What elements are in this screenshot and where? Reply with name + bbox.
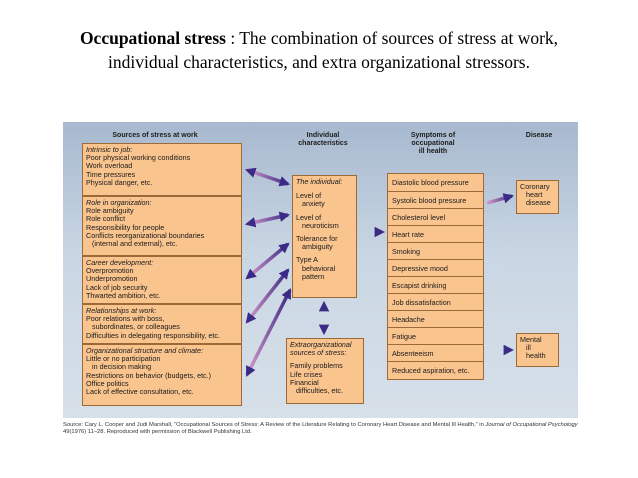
source-line: subordinates, or colleagues xyxy=(92,322,180,332)
symptom-item: Absenteeism xyxy=(388,344,483,362)
arrow-relationships xyxy=(247,270,288,322)
extra-heading: Extraorganizational xyxy=(290,340,352,349)
source-heading: Career development: xyxy=(86,258,154,267)
source-heading: Organizational structure and climate: xyxy=(86,346,204,355)
source-line: Underpromotion xyxy=(86,274,138,284)
arrow-intrinsic xyxy=(247,170,288,184)
extra-item: Life crises xyxy=(290,369,323,379)
arrow-role xyxy=(247,215,288,224)
source-line: Work overload xyxy=(86,161,133,171)
symptom-item: Diastolic blood pressure xyxy=(392,178,469,187)
header-symptoms-3: ill health xyxy=(418,148,448,155)
title-definition-line2: individual characteristics, and extra organizational stressors. xyxy=(108,52,530,72)
source-heading: Relationships at work: xyxy=(86,306,157,315)
individual-item: Level of xyxy=(296,191,322,201)
arrow-structure xyxy=(247,290,290,375)
extra-item: difficulties, etc. xyxy=(296,386,344,396)
symptom-item: Systolic blood pressure xyxy=(388,191,483,209)
symptom-item: Escapist drinking xyxy=(388,276,483,294)
source-line: Physical danger, etc. xyxy=(86,177,153,187)
individual-item: ambiguity xyxy=(302,242,333,252)
source-citation xyxy=(63,422,583,436)
source-line: Little or no participation xyxy=(86,354,161,364)
individual-item: Tolerance for xyxy=(296,234,338,244)
source-line: (internal and external), etc. xyxy=(92,239,178,249)
individual-item: anxiety xyxy=(302,199,325,209)
header-individual-2: characteristics xyxy=(298,140,348,147)
symptom-item: Cholesterol level xyxy=(388,208,483,226)
source-line: Time pressures xyxy=(86,169,136,179)
disease-line: ill xyxy=(526,343,531,353)
source-line: Conflicts reorganizational boundaries xyxy=(86,230,205,240)
disease-line: health xyxy=(526,351,546,361)
citation-part2: 49(1976) 11–28. Reproduced with permission of Blackwell Publishing Ltd. xyxy=(63,429,252,435)
title-term: Occupational stress xyxy=(79,28,226,48)
source-line: Poor physical working conditions xyxy=(86,153,191,163)
extra-item: Financial xyxy=(290,377,319,387)
symptom-item: Depressive mood xyxy=(388,259,483,277)
individual-item: Type A xyxy=(296,255,318,265)
source-line: Thwarted ambition, etc. xyxy=(86,290,161,300)
source-line: Difficulties in delegating responsibility, etc. xyxy=(86,330,220,340)
disease-line: disease xyxy=(526,198,551,208)
source-line: Lack of effective consultation, etc. xyxy=(86,387,194,397)
source-line: Responsibility for people xyxy=(86,222,165,232)
citation-part1: Source: Cary L. Cooper and Judi Marshall, “Occupational Sources of Stress: A Review of the Literature Relating to Coronary Heart Disease and Mental Ill Health,” in xyxy=(63,422,486,428)
source-line: Role ambiguity xyxy=(86,206,134,216)
symptom-item: Smoking xyxy=(388,242,483,260)
arrow-to-coronary xyxy=(487,196,512,203)
extra-item: Family problems xyxy=(290,361,343,371)
source-line: in decision making xyxy=(92,362,152,372)
source-line: Restrictions on behavior (budgets, etc.) xyxy=(86,370,212,380)
symptom-item: Heart rate xyxy=(388,225,483,243)
header-individual-1: Individual xyxy=(306,132,340,139)
source-heading: Role in organization: xyxy=(86,198,152,207)
symptom-item: Headache xyxy=(388,310,483,328)
extra-heading: sources of stress: xyxy=(290,348,347,358)
source-line: Overpromotion xyxy=(86,266,134,276)
individual-item: neuroticism xyxy=(302,220,339,230)
source-heading: Intrinsic to job: xyxy=(86,145,133,154)
header-sources: Sources of stress at work xyxy=(112,132,198,139)
individual-item: behavioral xyxy=(302,263,336,273)
source-line: Office politics xyxy=(86,378,129,388)
individual-item: Level of xyxy=(296,212,322,222)
symptom-item: Fatigue xyxy=(388,327,483,345)
source-line: Poor relations with boss, xyxy=(86,314,165,324)
disease-line: Coronary xyxy=(520,182,550,191)
individual-heading: The individual: xyxy=(296,177,343,186)
disease-line: heart xyxy=(526,190,543,200)
disease-line: Mental xyxy=(520,335,542,344)
source-line: Role conflict xyxy=(86,214,126,224)
arrow-career xyxy=(247,244,288,278)
header-symptoms-2: occupational xyxy=(411,140,455,147)
header-symptoms-1: Symptoms of xyxy=(410,132,456,139)
title-definition: : The combination of sources of stress at work, xyxy=(225,28,559,48)
header-disease: Disease xyxy=(525,132,553,139)
symptom-item: Reduced aspiration, etc. xyxy=(388,361,483,380)
citation-journal: Journal of Occupational Psychology xyxy=(485,422,578,428)
source-line: Lack of job security xyxy=(86,282,148,292)
symptom-item: Job dissatisfaction xyxy=(388,293,483,311)
individual-item: pattern xyxy=(302,271,325,281)
